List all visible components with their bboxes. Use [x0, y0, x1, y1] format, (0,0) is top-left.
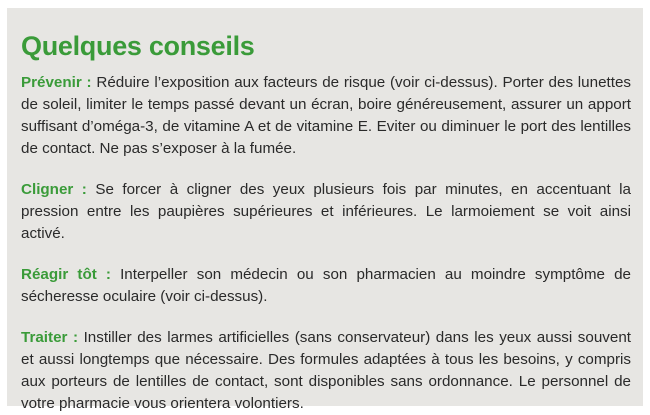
tip-lead: Traiter :	[21, 329, 79, 346]
tip-reagir-tot	[21, 264, 631, 308]
tips-box	[7, 8, 643, 412]
tip-lead: Prévenir :	[21, 74, 92, 91]
tip-text: Réduire l’exposition aux facteurs de risque (voir ci-dessus). Porter des lunettes de soleil, limiter le temps passé devant un écran, boire généreusement, assurer un apport suffisant d’oméga-3, de vitamine A et de vitamine E. Eviter ou diminuer le port des lentilles de contact. Ne pas s’exposer à la fumée.	[21, 74, 631, 157]
tip-text: Interpeller son médecin ou son pharmacien au moindre symptôme de sécheresse oculaire (voir ci-dessus).	[21, 266, 631, 305]
tip-lead: Cligner :	[21, 181, 87, 198]
tip-cligner	[21, 179, 631, 245]
tip-text: Se forcer à cligner des yeux plusieurs fois par minutes, en accentuant la pression entre les paupières supérieures et inférieures. Le larmoiement se voit ainsi activé.	[21, 181, 631, 242]
box-title: Quelques conseils	[21, 31, 255, 61]
tip-lead: Réagir tôt :	[21, 266, 111, 283]
tip-text: Instiller des larmes artificielles (sans conservateur) dans les yeux aussi souvent et aussi longtemps que nécessaire. Des formules adaptées à tous les besoins, y compris aux porteurs de lentilles de contact, sont disponibles sans ordonnance. Le personnel de votre pharmacie vous orientera volontiers.	[21, 329, 631, 412]
tip-traiter	[21, 327, 631, 415]
tip-prevenir	[21, 72, 631, 160]
